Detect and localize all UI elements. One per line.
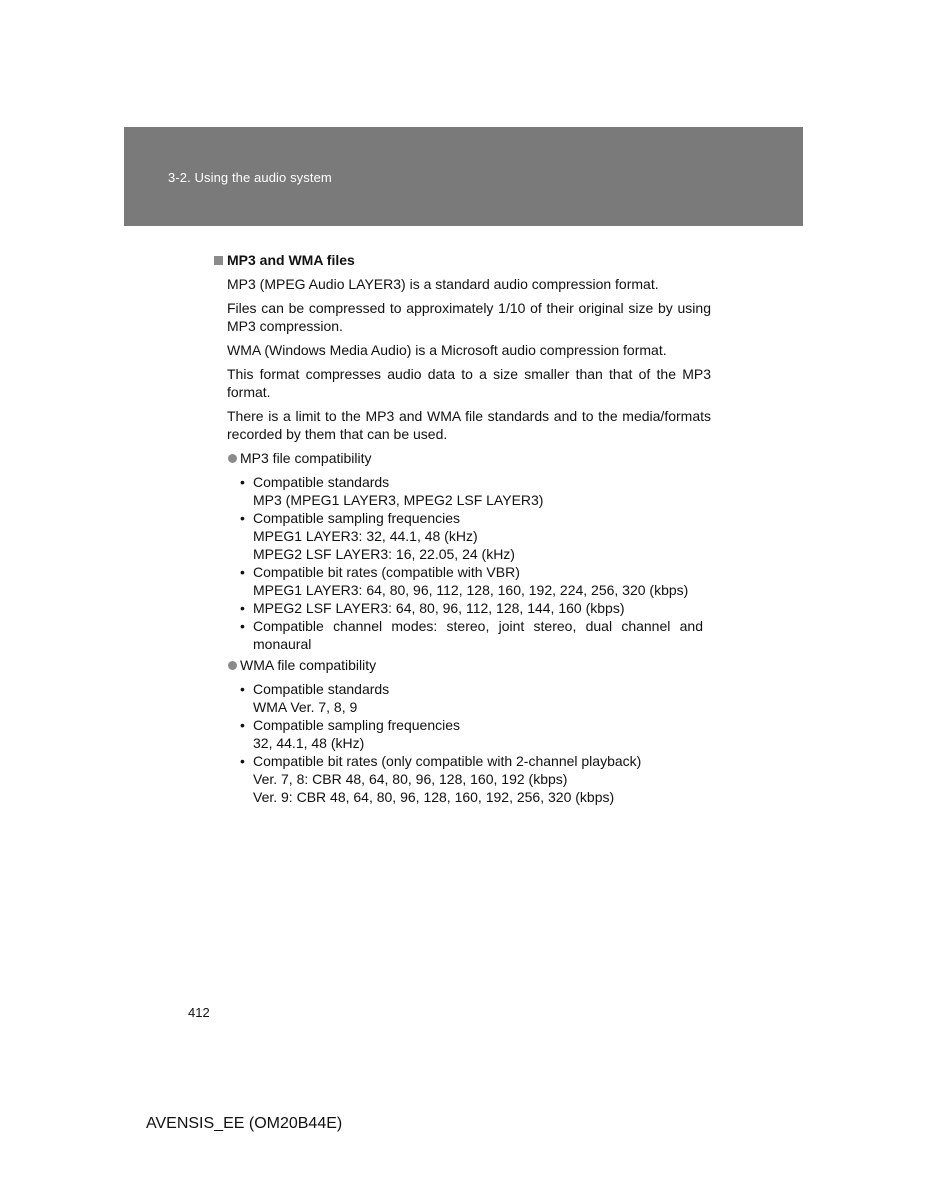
wma-compat-list bbox=[239, 680, 714, 806]
list-item bbox=[239, 680, 703, 716]
mp3-compat-heading-text: MP3 file compatibility bbox=[240, 450, 372, 466]
list-item-detail: MP3 (MPEG1 LAYER3, MPEG2 LSF LAYER3) bbox=[253, 492, 544, 508]
list-item bbox=[239, 617, 703, 653]
list-item bbox=[239, 599, 703, 617]
wma-compat-heading-text: WMA file compatibility bbox=[240, 657, 377, 673]
list-item-detail: monaural bbox=[253, 636, 312, 652]
list-item bbox=[239, 716, 703, 752]
mp3-compat-list bbox=[239, 473, 714, 653]
list-item bbox=[239, 752, 703, 806]
section-heading-text: MP3 and WMA files bbox=[227, 252, 355, 268]
list-item-detail: Ver. 9: CBR 48, 64, 80, 96, 128, 160, 192, 256, 320 (kbps) bbox=[253, 789, 615, 805]
list-item-title: Compatible standards bbox=[253, 681, 390, 697]
list-item-title: Compatible sampling frequencies bbox=[253, 717, 460, 733]
page-content bbox=[214, 251, 714, 809]
list-item-detail: MPEG1 LAYER3: 32, 44.1, 48 (kHz) bbox=[253, 528, 478, 544]
section-header-band bbox=[124, 127, 803, 226]
list-item bbox=[239, 509, 703, 563]
bullet-dot-icon: • bbox=[240, 681, 245, 697]
bullet-dot-icon: • bbox=[240, 717, 245, 733]
list-item-title: Compatible sampling frequencies bbox=[253, 510, 460, 526]
paragraph: WMA (Windows Media Audio) is a Microsoft audio compression format. bbox=[227, 342, 667, 358]
footer-model-code: AVENSIS_EE (OM20B44E) bbox=[146, 1115, 343, 1132]
list-item-detail: Ver. 7, 8: CBR 48, 64, 80, 96, 128, 160, 192 (kbps) bbox=[253, 771, 568, 787]
wma-compat-heading bbox=[228, 656, 714, 674]
list-item-detail: MPEG2 LSF LAYER3: 16, 22.05, 24 (kHz) bbox=[253, 546, 515, 562]
list-item-title: Compatible bit rates (only compatible with 2-channel playback) bbox=[253, 753, 642, 769]
paragraph: This format compresses audio data to a size smaller than that of the MP3 format. bbox=[227, 366, 711, 400]
circle-bullet-icon bbox=[228, 454, 237, 463]
bullet-dot-icon: • bbox=[240, 753, 245, 769]
list-item bbox=[239, 473, 703, 509]
section-title: 3-2. Using the audio system bbox=[168, 170, 332, 185]
list-item-title: Compatible bit rates (compatible with VBR) bbox=[253, 564, 520, 580]
page-number: 412 bbox=[188, 1005, 210, 1020]
list-item-detail: MPEG1 LAYER3: 64, 80, 96, 112, 128, 160, 192, 224, 256, 320 (kbps) bbox=[253, 582, 689, 598]
list-item-title: Compatible standards bbox=[253, 474, 390, 490]
list-item-detail: WMA Ver. 7, 8, 9 bbox=[253, 699, 358, 715]
list-item bbox=[239, 563, 703, 599]
list-item-detail: 32, 44.1, 48 (kHz) bbox=[253, 735, 365, 751]
list-item-title: MPEG2 LSF LAYER3: 64, 80, 96, 112, 128, 144, 160 (kbps) bbox=[253, 600, 625, 616]
mp3-compat-heading bbox=[228, 449, 714, 467]
paragraph: MP3 (MPEG Audio LAYER3) is a standard audio compression format. bbox=[227, 276, 659, 292]
bullet-dot-icon: • bbox=[240, 600, 245, 616]
square-bullet-icon bbox=[214, 256, 223, 265]
section-heading bbox=[214, 251, 714, 269]
bullet-dot-icon: • bbox=[240, 618, 245, 634]
paragraph: There is a limit to the MP3 and WMA file standards and to the media/formats recorded by them that can be used. bbox=[227, 408, 711, 442]
bullet-dot-icon: • bbox=[240, 474, 245, 490]
paragraph: Files can be compressed to approximately 1/10 of their original size by using MP3 compression. bbox=[227, 300, 711, 334]
bullet-dot-icon: • bbox=[240, 510, 245, 526]
list-item-title: Compatible channel modes: stereo, joint stereo, dual channel and bbox=[253, 618, 703, 634]
circle-bullet-icon bbox=[228, 661, 237, 670]
bullet-dot-icon: • bbox=[240, 564, 245, 580]
